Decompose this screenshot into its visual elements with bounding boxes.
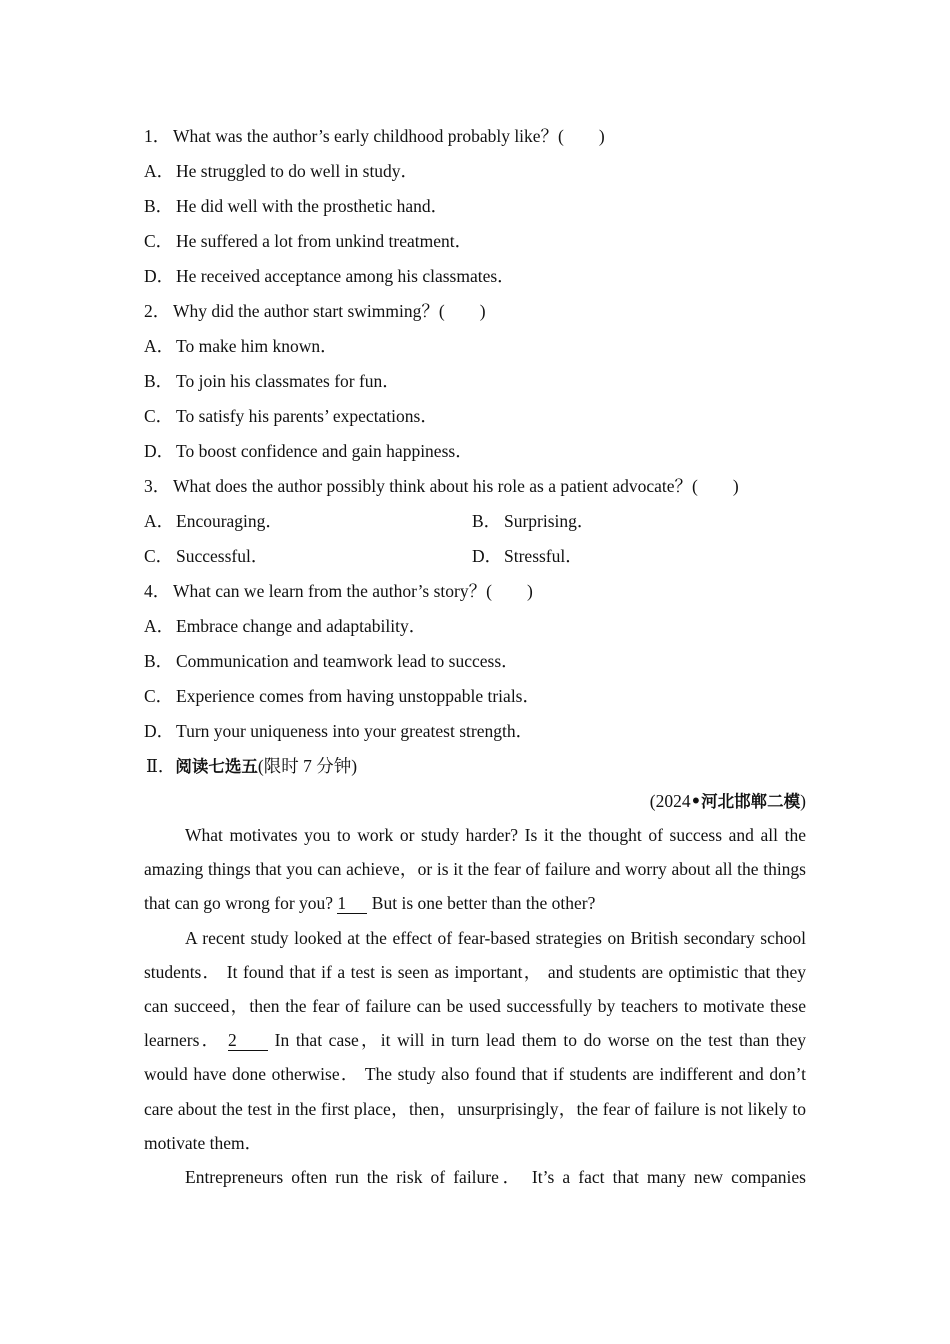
question-2-option-d: D． To boost confidence and gain happiness． [144,441,473,461]
question-1-option-d: D． He received acceptance among his classmates． [144,266,515,286]
section-heading [144,749,806,784]
source-name: 河北邯郸二模 [701,792,801,811]
document-page [144,119,806,1194]
question-4-option-b: B． Communication and teamwork lead to success． [144,651,519,671]
question-2-option-a: A． To make him known． [144,336,338,356]
question-3-stem: 3． What does the author possibly think about his role as a patient advocate？( ) [144,476,739,496]
section-numeral: Ⅱ． [146,756,176,776]
source-citation: (2024•河北邯郸二模) [649,791,806,811]
question-3-options-row-1 [144,504,806,539]
section-title: 阅读七选五 [175,757,258,776]
question-2-stem: 2． Why did the author start swimming？( ) [144,301,486,321]
answer-blank-1[interactable]: 1 [337,893,367,914]
question-4-option-a: A． Embrace change and adaptability． [144,616,427,636]
question-3-options-row-2 [144,539,806,574]
question-2-option-c: C． To satisfy his parents’ expectations． [144,406,438,426]
question-3-option-b: B． Surprising． [472,511,595,531]
question-3-option-d: D． Stressful． [472,546,583,566]
question-4-option-c: C． Experience comes from having unstoppable trials． [144,686,540,706]
question-1-option-b: B． He did well with the prosthetic hand． [144,196,449,216]
question-1-option-a: A． He struggled to do well in study． [144,161,419,181]
source-separator: • [690,792,702,811]
question-3-option-a: A． Encouraging． [144,511,283,531]
question-1-option-c: C． He suffered a lot from unkind treatment． [144,231,473,251]
question-4-stem: 4． What can we learn from the author’s story？( ) [144,581,533,601]
question-1-stem: 1． What was the author’s early childhood probably like？( ) [144,126,605,146]
section-note: (限时 7 分钟) [257,756,358,776]
question-4-option-d: D． Turn your uniqueness into your greatest strength． [144,721,534,741]
passage-paragraph-3: Entrepreneurs often run the risk of failure． It’s a fact that many new companies [185,1167,806,1188]
question-3-option-c: C． Successful． [144,546,269,566]
answer-blank-2[interactable]: 2 [228,1030,268,1051]
passage-paragraph-2: A recent study looked at the effect of fear-based strategies on British secondary school students． It found that if a test is seen as important， and students are optimistic that they can succeed，then the fear of failure can be used successfully by teachers to motivate these learners． 2 In that case，it will in turn lead them to do worse on the test than they would have done otherwise． The study also found that if students are indifferent and don’t care about the test in the first place，then，unsurprisingly，the fear of failure is not likely to motivate them． [144,927,807,1153]
question-2-option-b: B． To join his classmates for fun． [144,371,400,391]
passage-paragraph-1: What motivates you to work or study harder? Is it the thought of success and all the amazing things that you can achieve，or is it the fear of failure and worry about all the things that can go wrong for you? 1 But is one better than the other? [144,825,806,914]
